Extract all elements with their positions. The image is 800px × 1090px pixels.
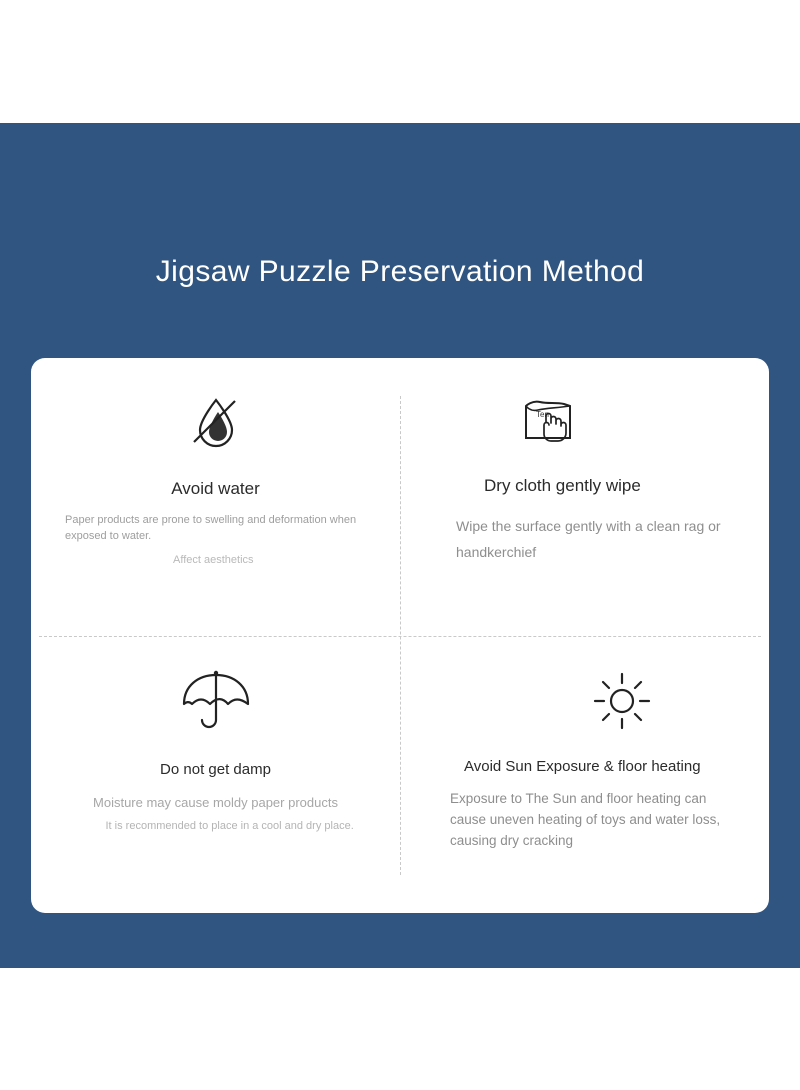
tip-description: Paper products are prone to swelling and deformation when exposed to water. [65, 513, 357, 542]
water-drop-crossed-out-icon [55, 386, 376, 460]
tip-title: Avoid water [171, 479, 260, 498]
tip-description: Moisture may cause moldy paper products [93, 794, 338, 810]
tip-cell-avoid-sun [400, 636, 769, 914]
tip-cell-avoid-water [31, 358, 400, 636]
tip-cell-dry-cloth [400, 358, 769, 636]
cloth-tag-label: Ten [536, 410, 549, 419]
tip-note: Affect aesthetics [173, 553, 254, 566]
hand-wiping-cloth-icon [456, 386, 745, 460]
tip-title: Avoid Sun Exposure & floor heating [464, 757, 701, 775]
umbrella-icon [55, 664, 376, 738]
page-title: Jigsaw Puzzle Preservation Method [155, 255, 645, 288]
tip-description: Wipe the surface gently with a clean rag or handkerchief [456, 517, 721, 561]
tip-note: It is recommended to place in a cool and dry place. [105, 819, 354, 832]
tips-card [31, 358, 769, 913]
tip-description: Exposure to The Sun and floor heating can cause uneven heating of toys and water loss, causing dry cracking [450, 791, 721, 849]
tip-cell-do-not-get-damp [31, 636, 400, 914]
tip-title: Do not get damp [160, 760, 271, 778]
sun-icon [450, 664, 745, 738]
tip-title: Dry cloth gently wipe [484, 476, 641, 495]
horizontal-divider [39, 636, 761, 637]
